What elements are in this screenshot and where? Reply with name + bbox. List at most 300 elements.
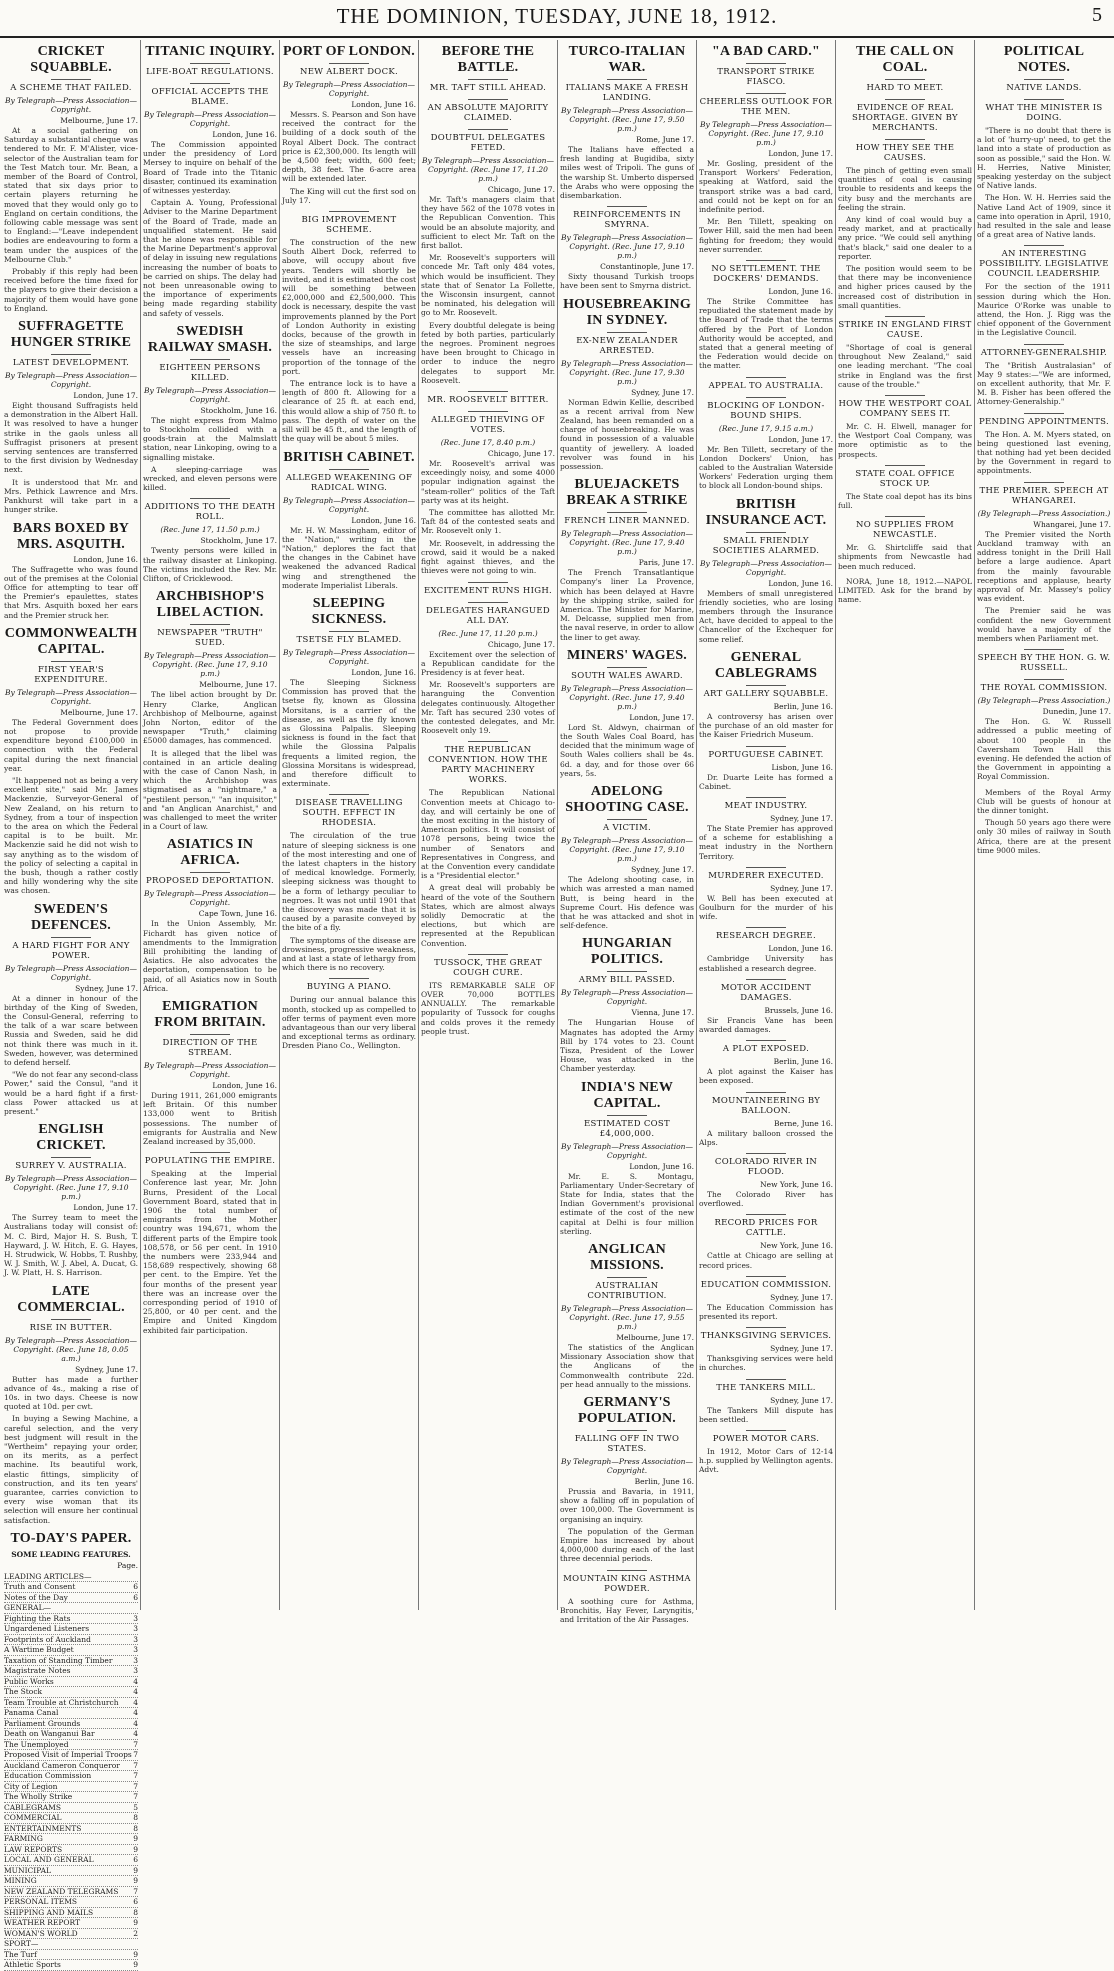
article-paragraph: Messrs. S. Pearson and Son have received the contract for the building of a dock south of the Royal Albert Dock. The contract price is £2,300,000. Its length will be 4,500 feet; width, 600 feet; depth, 38 feet. The 6-acre area will be extended later. bbox=[282, 110, 416, 184]
article bbox=[143, 44, 277, 77]
article bbox=[838, 395, 972, 459]
article-subhead: MOUNTAINEERING BY BALLOON. bbox=[699, 1092, 833, 1116]
article-subhead: ADDITIONS TO THE DEATH ROLL. bbox=[143, 498, 277, 522]
article-paragraph: Cattle at Chicago are selling at record prices. bbox=[699, 1251, 833, 1270]
index-entry-page: 6 bbox=[133, 1592, 138, 1602]
article-headline: BRITISH CABINET. bbox=[283, 449, 415, 465]
article-paragraph: At a dinner in honour of the birthday of the King of Sweden, the Consul-General, referring to the talk of a war scare between Russia and Sweden, said he did not think there was much in it. Sweden, however, was determined to defend herself. bbox=[4, 993, 138, 1067]
article-headline: MINERS' WAGES. bbox=[566, 647, 688, 663]
article-paragraph: Eight thousand Suffragists held a demonstration in the Albert Hall. It was resolved to have a hunger strike in the gaols unless all Suffragist prisoners at present serving sentences are transferred to the first division by Wednesday next. bbox=[4, 401, 138, 475]
article bbox=[560, 1395, 694, 1564]
column-rule bbox=[974, 40, 975, 1610]
article bbox=[699, 927, 833, 972]
index-entry[interactable] bbox=[4, 1950, 138, 1961]
article-paragraph: The Premier visited the North Auckland tramway with an address tonight in the Drill Hall before a large audience. Apart from the mainly favourable receptions and applause, hearty approval of Mr. Massey's policy was evident. bbox=[977, 529, 1111, 604]
article-dateline: Sydney, June 17. bbox=[631, 387, 694, 397]
article bbox=[699, 1040, 833, 1085]
article-paragraph: The Hon. G. W. Russell addressed a public meeting of about 100 people in the Caversham Town Hall this evening. He defended the action of the Government in appointing a Royal Commission. bbox=[977, 717, 1111, 782]
article-headline: ARCHBISHOP'S LIBEL ACTION. bbox=[155, 589, 265, 621]
index-entry-page: 3 bbox=[133, 1655, 138, 1665]
article-subhead: MOTOR ACCIDENT DAMAGES. bbox=[699, 979, 833, 1003]
article bbox=[282, 596, 416, 788]
article bbox=[4, 319, 138, 514]
article-paragraph: The entrance lock is to have a length of 800 ft. Allowing for a clearance of 25 ft. at each end, this would allow a ship of 750 ft. to pass. The depth of water on the sill will be 45 ft., and the length of the quay will be about 5 miles. bbox=[282, 379, 416, 444]
article-paragraph: Speaking at the Imperial Conference last year, Mr. John Burns, President of the Local Government Board, stated that in 1906 the total number of emigrants from the Mother country was 194,671, whom the different parts of the Empire took 108,578, or 56 per cent. In 1910 the numbers were 233,944 and 158,689 respectively, showing 68 per cent. to the Empire. Yet the four months of the present year there was an increase over the corresponding period of 1910 of 25,800, or 40 per cent. and the Empire and United Kingdom exhibited fair participation. bbox=[143, 1169, 277, 1335]
index-entry-page: 4 bbox=[133, 1729, 138, 1739]
article-dateline: London, June 17. bbox=[768, 149, 833, 158]
article-paragraph: For the section of the 1911 session during which the Hon. Maurice O'Rorke was unable to attend, the Hon. J. Rigg was the chief opponent of the Government in the Legislative Council. bbox=[977, 282, 1111, 338]
article bbox=[560, 1570, 694, 1625]
index-entry[interactable] bbox=[4, 1729, 138, 1740]
index-entry[interactable] bbox=[4, 1908, 138, 1919]
column-rule bbox=[418, 40, 419, 1610]
article-paragraph: During 1911, 261,000 emigrants left Britain. Of this number 133,000 went to British possessions. The number of emigrants for Australia and New Zealand increased by 35,000. bbox=[143, 1090, 277, 1146]
index-entry-page: 4 bbox=[133, 1718, 138, 1728]
article-subhead: AUSTRALIAN CONTRIBUTION. bbox=[560, 1277, 694, 1301]
article-dateline: London, June 16. bbox=[768, 578, 833, 588]
index-entry-label: WOMAN'S WORLD bbox=[4, 1928, 78, 1938]
column-rule bbox=[835, 40, 836, 1610]
index-entry-page: 7 bbox=[133, 1771, 138, 1781]
article-paragraph: NORA, June 18, 1912.—NAPOL LIMITED. Ask for the brand by name. bbox=[838, 576, 972, 605]
article-paragraph: "We do not fear any second-class Power," said the Consul, "and it would be a hard fight if a first-class Power attacked us at present." bbox=[4, 1070, 138, 1117]
article bbox=[143, 589, 277, 831]
article bbox=[4, 521, 138, 620]
article-subhead: NEW ALBERT DOCK. bbox=[282, 63, 416, 77]
index-entry-label: Notes of the Day bbox=[4, 1592, 68, 1602]
article-paragraph: In 1912, Motor Cars of 12-14 h.p. supplied by Wellington agents. Advt. bbox=[699, 1446, 833, 1475]
article bbox=[282, 794, 416, 972]
article-paragraph: Cambridge University has established a research degree. bbox=[699, 954, 833, 973]
index-entry[interactable] bbox=[4, 1687, 138, 1698]
index-entry-label: Team Trouble at Christchurch bbox=[4, 1697, 119, 1707]
index-entry-page: 8 bbox=[133, 1907, 138, 1917]
article bbox=[421, 411, 555, 575]
article-subhead: THE REPUBLICAN CONVENTION. HOW THE PARTY MACHINERY WORKS. bbox=[421, 741, 555, 785]
article-paragraph: The pinch of getting even small quantities of coal is causing trouble to residents and keeps the city busy and the merchants are feeling the strain. bbox=[838, 166, 972, 212]
article bbox=[699, 1276, 833, 1321]
article-subhead: MEAT INDUSTRY. bbox=[699, 797, 833, 811]
article-dateline: Chicago, June 17. bbox=[487, 639, 555, 649]
news-column bbox=[699, 40, 833, 1610]
article-paragraph: Mr. H. W. Massingham, editor of the "Nation," writing in the "Nation," deplores the fact that the changes in the Cabinet have weakened the advanced Radical wing and strengthened the moderate Imperialist Liberals. bbox=[282, 525, 416, 590]
article-paragraph: Mr. Ben Tillett, speaking on Tower Hill, said the men had been fighting for freedom; they would never surrender. bbox=[699, 217, 833, 254]
article bbox=[699, 867, 833, 922]
article-headline: GERMANY'S POPULATION. bbox=[578, 1394, 676, 1426]
article-headline: ADELONG SHOOTING CASE. bbox=[565, 784, 689, 816]
index-entry-page: 4 bbox=[133, 1697, 138, 1707]
article-headline: ANGLICAN MISSIONS. bbox=[588, 1241, 666, 1273]
article-dateline: Sydney, June 17. bbox=[770, 813, 833, 823]
article-dateline: London, June 16. bbox=[73, 554, 138, 564]
article-paragraph: Sir Francis Vane has been awarded damages. bbox=[699, 1015, 833, 1034]
article-paragraph: Mr. E. S. Montagu, Parliamentary Under-Secretary of State for India, states that the Indian Government's provisional estimate of the cost of the new capital at Delhi is four million sterling. bbox=[560, 1171, 694, 1236]
index-entry[interactable] bbox=[4, 1698, 138, 1709]
article-paragraph: The Hon. W. H. Herries said the Native Land Act of 1909, since it came into operation in April, 1910, had resulted in the sale and lease of a great area of Native lands. bbox=[977, 193, 1111, 240]
article-headline: COMMONWEALTH CAPITAL. bbox=[4, 625, 138, 657]
news-column bbox=[4, 40, 138, 1970]
article-paragraph: A controversy has arisen over the purchase of an old master for the Kaiser Friedrich Museum. bbox=[699, 711, 833, 740]
article-byline: (Rec. June 17, 11.50 p.m.) bbox=[160, 525, 260, 535]
article-paragraph: The Sleeping Sickness Commission has proved that the tsetse fly, known as Glossina Morsitans, is a carrier of the disease, as well as the fly known as Glossina Palpalis. Sleeping sickness is found in the fact that while the Glossina Palpalis frequents a limited region, the Glossina Morsitans is widespread, and therefore difficult to exterminate. bbox=[282, 677, 416, 789]
index-entry-page: 3 bbox=[133, 1645, 138, 1655]
article-byline: By Telegraph—Press Association—Copyright. bbox=[144, 889, 276, 908]
article-paragraph: The Italians have effected a fresh landing at Bugidiba, sixty miles west of Tripoli. The guns of the warship St. Umberto dispersed the Arabs who were opposing the disembarkation. bbox=[560, 145, 694, 201]
article-paragraph: ITS REMARKABLE SALE OF OVER 70,000 BOTTLES ANNUALLY. The remarkable popularity of Tussock for coughs and colds proves it the remedy people trust. bbox=[421, 980, 555, 1036]
article-paragraph: Lord St. Aldwyn, chairman of the South Wales Coal Board, has decided that the minimum wage of South Wales colliers shall be 4s. 6d. a day, and for those over 66 years, 5s. bbox=[560, 722, 694, 778]
article-byline: (By Telegraph—Press Association.) bbox=[977, 508, 1111, 518]
article bbox=[977, 788, 1111, 855]
article-dateline: Sydney, June 17. bbox=[770, 1344, 833, 1354]
article-paragraph: Mr. Roosevelt's supporters will concede Mr. Taft only 484 votes, which would be insufficient. They state that of Senator La Follette, the Wisconsin insurgent, cannot be nominated, his delegation will go to Mr. Roosevelt. bbox=[421, 253, 555, 318]
news-column bbox=[282, 40, 416, 1610]
article-paragraph: At a social gathering on Saturday a substantial cheque was tendered to Mr. F. M'Alister, vice-selector of the Australian team for the Test Match tour. Mr. Bean, a member of the Board of Control, stated that six days prior to certain players returning he moved that they would only go to England on certain conditions, the following cable message was sent to England:—"Leave independent bodies are endeavouring to form a team under the auspices of the Melbourne Club." bbox=[4, 126, 138, 264]
index-entry-page: 9 bbox=[133, 1960, 138, 1970]
article-paragraph: The Adelong shooting case, in which was arrested a man named Butt, is being heard in the Supreme Court. His defence was that he was attacked and shot in self-defence. bbox=[560, 875, 694, 931]
index-entry-page: 3 bbox=[133, 1634, 138, 1644]
article-headline: PORT OF LONDON. bbox=[282, 44, 415, 59]
index-entry[interactable] bbox=[4, 1750, 138, 1761]
article-paragraph: The position would seem to be that there may be inconvenience and higher prices caused by the increased cost of distribution in small quantities. bbox=[838, 264, 972, 310]
index-entry[interactable] bbox=[4, 1855, 138, 1866]
index-entry[interactable] bbox=[4, 1593, 138, 1604]
article bbox=[838, 316, 972, 389]
index-entry-page: 7 bbox=[133, 1886, 138, 1896]
article-dateline: Melbourne, June 17. bbox=[199, 680, 277, 690]
article bbox=[560, 1080, 694, 1236]
index-entry[interactable] bbox=[4, 1824, 138, 1835]
article-subhead: TUSSOCK, THE GREAT COUGH CURE. bbox=[421, 954, 555, 978]
news-column bbox=[421, 40, 555, 1610]
article-subhead: EVIDENCE OF REAL SHORTAGE. GIVEN BY MERCHANTS. bbox=[838, 99, 972, 133]
article-subhead: TSETSE FLY BLAMED. bbox=[282, 631, 416, 645]
index-entry-label: A Wartime Budget bbox=[4, 1645, 74, 1655]
article-paragraph: A military balloon crossed the Alps. bbox=[699, 1128, 833, 1147]
article-subhead: ALLEGED THIEVING OF VOTES. bbox=[421, 411, 555, 435]
index-entry[interactable] bbox=[4, 1656, 138, 1667]
index-entry[interactable] bbox=[4, 1782, 138, 1793]
article-byline: By Telegraph—Press Association—Copyright. bbox=[5, 687, 137, 706]
index-entry[interactable] bbox=[4, 1761, 138, 1772]
index-entry[interactable] bbox=[4, 1614, 138, 1625]
article-byline: (By Telegraph—Press Association.) bbox=[977, 696, 1111, 706]
article-byline: By Telegraph—Press Association—Copyright. (Rec. June 17, 9.30 p.m.) bbox=[561, 358, 693, 386]
article-subhead: WHAT THE MINISTER IS DOING. bbox=[977, 99, 1111, 123]
index-entry-page: 9 bbox=[133, 1918, 138, 1928]
article bbox=[699, 1379, 833, 1424]
article-headline: BARS BOXED BY MRS. ASQUITH. bbox=[12, 520, 130, 552]
article bbox=[838, 99, 972, 133]
index-entry[interactable] bbox=[4, 1918, 138, 1929]
article-paragraph: In the Union Assembly, Mr. Fichardt has given notice of amendments to the Immigration Bill prohibiting the landing of Asiatics. He also advocates the deportation, compensation to be paid, of all Asiatics now in South Africa. bbox=[143, 919, 277, 993]
index-entry-page: 3 bbox=[133, 1666, 138, 1676]
article-headline: BRITISH INSURANCE ACT. bbox=[705, 496, 827, 528]
article-paragraph: The Hungarian House of Magnates has adopted the Army Bill by 174 votes to 23. Count Tisza, President of the Lower House, was attacked in the Chamber yesterday. bbox=[560, 1018, 694, 1074]
article bbox=[143, 1152, 277, 1335]
article bbox=[560, 477, 694, 642]
article bbox=[421, 741, 555, 947]
news-column bbox=[560, 40, 694, 1624]
article-byline: By Telegraph—Press Association—Copyright. bbox=[561, 1141, 693, 1160]
news-column bbox=[143, 40, 277, 1610]
article-subhead: LIFE-BOAT REGULATIONS. bbox=[143, 63, 277, 77]
index-entry[interactable] bbox=[4, 1939, 138, 1950]
article-paragraph: Mr. Ben Tillett, secretary of the London Dockers' Union, has cabled to the Australian Waterside Workers' Federation urging them to block all London-bound ships. bbox=[699, 444, 833, 491]
article bbox=[143, 999, 277, 1146]
article-dateline: Cape Town, June 16. bbox=[198, 909, 277, 919]
article-paragraph: It is understood that Mr. and Mrs. Pethick Lawrence and Mrs. Pankhurst will take part in a hunger strike. bbox=[4, 477, 138, 515]
article-subhead: BIG IMPROVEMENT SCHEME. bbox=[282, 211, 416, 235]
article-paragraph: The committee has allotted Mr. Taft 84 of the contested seats and Mr. Roosevelt only 1. bbox=[421, 508, 555, 536]
article-subhead: ART GALLERY SQUABBLE. bbox=[699, 685, 833, 699]
article-paragraph: A soothing cure for Asthma, Bronchitis, Hay Fever, Laryngitis, and Irritation of the Air Passages. bbox=[560, 1596, 694, 1624]
article-paragraph: The statistics of the Anglican Missionary Association show that the Anglicans of the Commonwealth contribute 22d. per head annually to the missions. bbox=[560, 1342, 694, 1389]
article bbox=[699, 979, 833, 1034]
article-paragraph: It is alleged that the libel was contained in an article dealing with the case of Canon Nash, in which the Archbishop was stigmatised as a "nightmare," a "pestilent person," "an inquisitor," and "an Anglican Anarchist," and was challenged to meet the writer in a Court of law. bbox=[143, 748, 277, 832]
article-dateline: London, June 17. bbox=[73, 391, 138, 401]
index-entry[interactable] bbox=[4, 1960, 138, 1971]
article-subhead: STATE COAL OFFICE STOCK UP. bbox=[838, 465, 972, 489]
article-paragraph: Captain A. Young, Professional Adviser to the Marine Department of the Board of Trade, made an unqualified statement. He said that he alone was responsible for the Marine Department's approval of delay in issuing new regulations increasing the number of boats to be carried on ships. The delay had not been unreasonable owing to the importance of experiments being made regarding stability and safety of vessels. bbox=[143, 198, 277, 318]
todays-paper-index bbox=[4, 1531, 138, 1971]
article-dateline: London, June 16. bbox=[768, 287, 833, 297]
index-entry[interactable] bbox=[4, 1740, 138, 1751]
article bbox=[838, 139, 972, 310]
index-entry[interactable] bbox=[4, 1897, 138, 1908]
article-headline: THE CALL ON COAL. bbox=[856, 44, 954, 75]
article bbox=[838, 44, 972, 93]
index-entry-label: City of Legion bbox=[4, 1781, 58, 1791]
article-dateline: Stockholm, June 16. bbox=[200, 405, 277, 415]
article-subhead: NO SETTLEMENT. THE DOCKERS' DEMANDS. bbox=[699, 260, 833, 284]
index-entry-page: 8 bbox=[133, 1823, 138, 1833]
article-paragraph: The Tankers Mill dispute has been settled. bbox=[699, 1405, 833, 1424]
article-subhead: PROPOSED DEPORTATION. bbox=[143, 872, 277, 886]
article-paragraph: Mr. Roosevelt's supporters are haranguing the Convention delegates continuously. Altogether Mr. Taft has secured 230 votes of the contested delegates, and Mr. Roosevelt only 19. bbox=[421, 680, 555, 736]
article-headline: BEFORE THE BATTLE. bbox=[441, 44, 535, 75]
article-paragraph: A sleeping-carriage was wrecked, and eleven persons were killed. bbox=[143, 464, 277, 493]
index-entry[interactable] bbox=[4, 1677, 138, 1688]
article-paragraph: The State coal depot has its bins full. bbox=[838, 491, 972, 511]
article-subhead: REINFORCEMENTS IN SMYRNA. bbox=[560, 206, 694, 230]
article-dateline: London, June 17. bbox=[629, 712, 694, 722]
index-entry[interactable] bbox=[4, 1866, 138, 1877]
index-entry-page: 9 bbox=[133, 1949, 138, 1959]
article-subhead: APPEAL TO AUSTRALIA. bbox=[699, 377, 833, 391]
article-byline: By Telegraph—Press Association—Copyright. (Rec. June 18, 0.05 a.m.) bbox=[5, 1335, 137, 1363]
article bbox=[421, 391, 555, 405]
article bbox=[282, 211, 416, 443]
column-rule bbox=[140, 40, 141, 1610]
index-entry[interactable] bbox=[4, 1708, 138, 1719]
news-column bbox=[977, 40, 1111, 1610]
article bbox=[977, 44, 1111, 93]
article-subhead: RESEARCH DEGREE. bbox=[699, 927, 833, 941]
index-entry-page: 7 bbox=[133, 1781, 138, 1791]
index-entry[interactable] bbox=[4, 1887, 138, 1898]
index-entry[interactable] bbox=[4, 1792, 138, 1803]
article-paragraph: Thanksgiving services were held in churches. bbox=[699, 1354, 833, 1373]
news-column bbox=[838, 40, 972, 1610]
article-subhead: EDUCATION COMMISSION. bbox=[699, 1276, 833, 1290]
index-entry-label: Proposed Visit of Imperial Troops bbox=[4, 1750, 132, 1760]
masthead bbox=[0, 0, 1114, 38]
article-dateline: Vienna, June 17. bbox=[631, 1008, 694, 1018]
article-subhead: CHEERLESS OUTLOOK FOR THE MEN. bbox=[699, 93, 833, 117]
article-paragraph: The night express from Malmo to Stockholm collided with a goods-train at the Malmslatt station, near Linkoping, owing to a signalling mistake. bbox=[143, 415, 277, 462]
article-subhead: DELEGATES HARANGUED ALL DAY. bbox=[421, 602, 555, 626]
article-headline: TURCO-ITALIAN WAR. bbox=[568, 44, 686, 75]
article-paragraph: Mr. Gosling, president of the Transport Workers' Federation, speaking at Watford, said the transport strike was a bad card, and could not be kept on for an indefinite period. bbox=[699, 159, 833, 215]
index-entry[interactable] bbox=[4, 1582, 138, 1593]
article bbox=[838, 465, 972, 510]
article bbox=[143, 83, 277, 318]
index-entry-label: Athletic Sports bbox=[4, 1960, 61, 1970]
article-subhead: OFFICIAL ACCEPTS THE BLAME. bbox=[143, 83, 277, 107]
article-dateline: London, June 16. bbox=[351, 515, 416, 525]
index-entry[interactable] bbox=[4, 1645, 138, 1656]
article bbox=[143, 837, 277, 993]
index-entry[interactable] bbox=[4, 1635, 138, 1646]
article-dateline: Berlin, June 16. bbox=[773, 701, 833, 711]
article-dateline: Berlin, June 16. bbox=[634, 1476, 694, 1486]
article bbox=[699, 1430, 833, 1475]
article-byline: By Telegraph—Press Association—Copyright. (Rec. June 17, 9.10 p.m.) bbox=[561, 836, 693, 864]
index-entry-label: Education Commission bbox=[4, 1771, 92, 1781]
article-paragraph: The Federal Government does not propose to provide expenditure beyond £100,000 in connection with the Federal capital during the next financial year. bbox=[4, 717, 138, 773]
index-entry-page: 9 bbox=[133, 1876, 138, 1886]
article bbox=[560, 936, 694, 1073]
article-paragraph: A great deal will probably be heard of the vote of the Southern States, which are almost always solidly Democratic at the elections, but which are represented at the Republican Convention. bbox=[421, 883, 555, 948]
article bbox=[282, 978, 416, 1050]
article-subhead: FIRST YEAR'S EXPENDITURE. bbox=[4, 661, 138, 685]
index-entry[interactable] bbox=[4, 1603, 138, 1614]
article-paragraph: Mr. Taft's managers claim that they have 562 of the 1078 votes in the Republican Convention. This would be an absolute majority, and sufficient to elect Mr. Taft on the first ballot. bbox=[421, 195, 555, 251]
article-byline: By Telegraph—Press Association—Copyright. bbox=[283, 495, 415, 514]
article-byline: By Telegraph—Press Association—Copyright. (Rec. June 17, 9.50 p.m.) bbox=[561, 106, 693, 133]
article bbox=[699, 797, 833, 861]
article-dateline: Chicago, June 17. bbox=[487, 185, 555, 194]
index-entry[interactable] bbox=[4, 1624, 138, 1635]
article-byline: By Telegraph—Press Association—Copyright. bbox=[283, 80, 415, 98]
article-subhead: AN ABSOLUTE MAJORITY CLAIMED. bbox=[421, 99, 555, 123]
article-headline: HUNGARIAN POLITICS. bbox=[582, 936, 672, 968]
article-byline: By Telegraph—Press Association—Copyright. bbox=[144, 110, 276, 128]
article-dateline: Stockholm, June 17. bbox=[200, 536, 277, 546]
article-subhead: NATIVE LANDS. bbox=[977, 79, 1111, 93]
index-entry-page: 7 bbox=[133, 1750, 138, 1760]
article-headline: LATE COMMERCIAL. bbox=[17, 1283, 125, 1315]
article-dateline: New York, June 16. bbox=[760, 1179, 833, 1189]
index-entry-page: 7 bbox=[133, 1760, 138, 1770]
article-dateline: Berne, June 16. bbox=[774, 1118, 833, 1128]
article-paragraph: Prussia and Bavaria, in 1911, show a falling off in population of over 100,000. The Government is organising an inquiry. bbox=[560, 1486, 694, 1524]
article-paragraph: The Hon. A. M. Myers stated, on being questioned last evening, that nothing had yet been decided by the Government in regard to appointments. bbox=[977, 429, 1111, 476]
index-entry-page: 3 bbox=[133, 1613, 138, 1623]
article-headline: TITANIC INQUIRY. bbox=[145, 44, 275, 59]
index-entry-label: Auckland Cameron Conqueror bbox=[4, 1760, 120, 1770]
index-entry[interactable] bbox=[4, 1771, 138, 1782]
page-number: 5 bbox=[1092, 4, 1102, 26]
article bbox=[421, 44, 555, 93]
article-paragraph: The population of the German Empire has increased by about 4,000,000 during each of the last three decennial periods. bbox=[560, 1526, 694, 1564]
article-paragraph: Twenty persons were killed in the railway disaster at Linkoping. The victims included the Rev. Mr. Clifton, of Cricklewood. bbox=[143, 546, 277, 584]
index-entry[interactable] bbox=[4, 1719, 138, 1730]
article-paragraph: Mr. Roosevelt's arrival was exceedingly noisy, and some 4000 popular indignation against the "steam-roller" politics of the Taft party was at its height. bbox=[421, 459, 555, 505]
index-entry[interactable] bbox=[4, 1572, 138, 1583]
article-subhead: THANKSGIVING SERVICES. bbox=[699, 1327, 833, 1341]
article-paragraph: During our annual balance this month, stocked up as compelled to offer terms of payment even more advantageous than our very liberal and exceptional terms as ordinary. Dresden Piano Co., Wellington. bbox=[282, 995, 416, 1051]
article-paragraph: The Surrey team to meet the Australians today will consist of: M. C. Bird, Major H. S. Bush, T. Hayward, J. W. Hitch, E. G. Hayes, H. Strudwick, W. Hobbs, T. Rushby, W. J. Smith, W. J. Abel, A. Ducat, G. J. W. Platt, H. S. Harrison. bbox=[4, 1213, 138, 1278]
article-paragraph: The State Premier has approved of a scheme for establishing a meat industry in the Northern Territory. bbox=[699, 823, 833, 861]
index-entry-label: LAW REPORTS bbox=[4, 1844, 63, 1854]
article-subhead: A PLOT EXPOSED. bbox=[699, 1040, 833, 1054]
article bbox=[560, 206, 694, 290]
index-entry[interactable] bbox=[4, 1876, 138, 1887]
index-entry[interactable] bbox=[4, 1929, 138, 1940]
article-paragraph: The French Transatlantique Company's liner La Provence, which has been delayed at Havre by the shipping strike, sailed for America. The Minister for Marine, M. Delcasse, supplied men from the naval reserve, in order to allow the liner to get away. bbox=[560, 568, 694, 642]
article-paragraph: The Strike Committee has repudiated the statement made by the Board of Trade that the terms offered by the Port of London Authority would be accepted, and stated that a general meeting of the Federation would decide on the matter. bbox=[699, 297, 833, 371]
article bbox=[699, 1153, 833, 1208]
article-dateline: Sydney, June 17. bbox=[770, 1395, 833, 1405]
index-entry[interactable] bbox=[4, 1834, 138, 1845]
article bbox=[977, 482, 1111, 643]
index-entry-page: 7 bbox=[133, 1792, 138, 1802]
article-dateline: Brussels, June 16. bbox=[764, 1005, 833, 1015]
article-subhead: STRIKE IN ENGLAND FIRST CAUSE. bbox=[838, 316, 972, 340]
article-dateline: London, June 16. bbox=[629, 1161, 694, 1171]
article bbox=[699, 1214, 833, 1269]
index-entry[interactable] bbox=[4, 1813, 138, 1824]
article-subhead: TRANSPORT STRIKE FIASCO. bbox=[699, 63, 833, 87]
article-headline: SLEEPING SICKNESS. bbox=[311, 595, 387, 627]
article-headline: "A BAD CARD." bbox=[712, 44, 820, 59]
article-dateline: Dunedin, June 17. bbox=[1042, 707, 1111, 717]
article-subhead: ITALIANS MAKE A FRESH LANDING. bbox=[560, 79, 694, 103]
article-paragraph: In buying a Sewing Machine, a careful selection, and the very best judgment will result in the "Wertheim" repaying your order, on its merits, as a perfect machine. Its beautiful work, elastic fittings, simplicity of construction, and its ten years' guarantee, carries conviction to every wise woman that its selection will ensure her continual satisfaction. bbox=[4, 1414, 138, 1525]
article-subhead: POPULATING THE EMPIRE. bbox=[143, 1152, 277, 1166]
column-rule bbox=[696, 40, 697, 1610]
article bbox=[4, 902, 138, 1117]
index-entry-label: PERSONAL ITEMS bbox=[4, 1897, 78, 1907]
article-byline: By Telegraph—Press Association—Copyright. (Rec. June 17, 11.20 p.m.) bbox=[422, 156, 554, 183]
index-entry[interactable] bbox=[4, 1666, 138, 1677]
article-headline: SWEDISH RAILWAY SMASH. bbox=[147, 323, 273, 355]
article-headline: SUFFRAGETTE HUNGER STRIKE bbox=[10, 319, 132, 351]
article-byline: By Telegraph—Press Association—Copyright. bbox=[144, 1060, 276, 1079]
article-paragraph: Though 50 years ago there were only 30 miles of railway in South Africa, there are at the present time 9000 miles. bbox=[977, 818, 1111, 855]
article-paragraph: Any kind of coal would buy a ready market, and at practically any price. "We could sell anything that's black," said one dealer to a reporter. bbox=[838, 215, 972, 261]
index-entry-label: GENERAL— bbox=[4, 1603, 52, 1613]
index-entry-page: 9 bbox=[133, 1865, 138, 1875]
article-subhead: MOUNTAIN KING ASTHMA POWDER. bbox=[560, 1570, 694, 1594]
article-headline: BLUEJACKETS BREAK A STRIKE bbox=[566, 477, 688, 509]
index-entry-label: MUNICIPAL bbox=[4, 1865, 51, 1875]
article-subhead: HOW THEY SEE THE CAUSES. bbox=[838, 139, 972, 163]
article-byline: By Telegraph—Press Association—Copyright. bbox=[5, 371, 137, 390]
index-entry[interactable] bbox=[4, 1803, 138, 1814]
article-paragraph: W. Bell has been executed at Goulburn for the murder of his wife. bbox=[699, 893, 833, 922]
article-subhead: AN INTERESTING POSSIBILITY. LEGISLATIVE COUNCIL LEADERSHIP. bbox=[977, 245, 1111, 279]
article-subhead: ALLEGED WEAKENING OF RADICAL WING. bbox=[282, 469, 416, 493]
index-entry-page: 6 bbox=[133, 1855, 138, 1865]
article-subhead: SURREY V. AUSTRALIA. bbox=[4, 1157, 138, 1171]
index-entry-page: 4 bbox=[133, 1687, 138, 1697]
index-entry[interactable] bbox=[4, 1845, 138, 1856]
article-headline: GENERAL CABLEGRAMS bbox=[714, 649, 818, 681]
article-paragraph: Members of the Royal Army Club will be guests of honour at the dinner tonight. bbox=[977, 787, 1111, 815]
article-paragraph: The Education Commission has presented its report. bbox=[699, 1302, 833, 1321]
